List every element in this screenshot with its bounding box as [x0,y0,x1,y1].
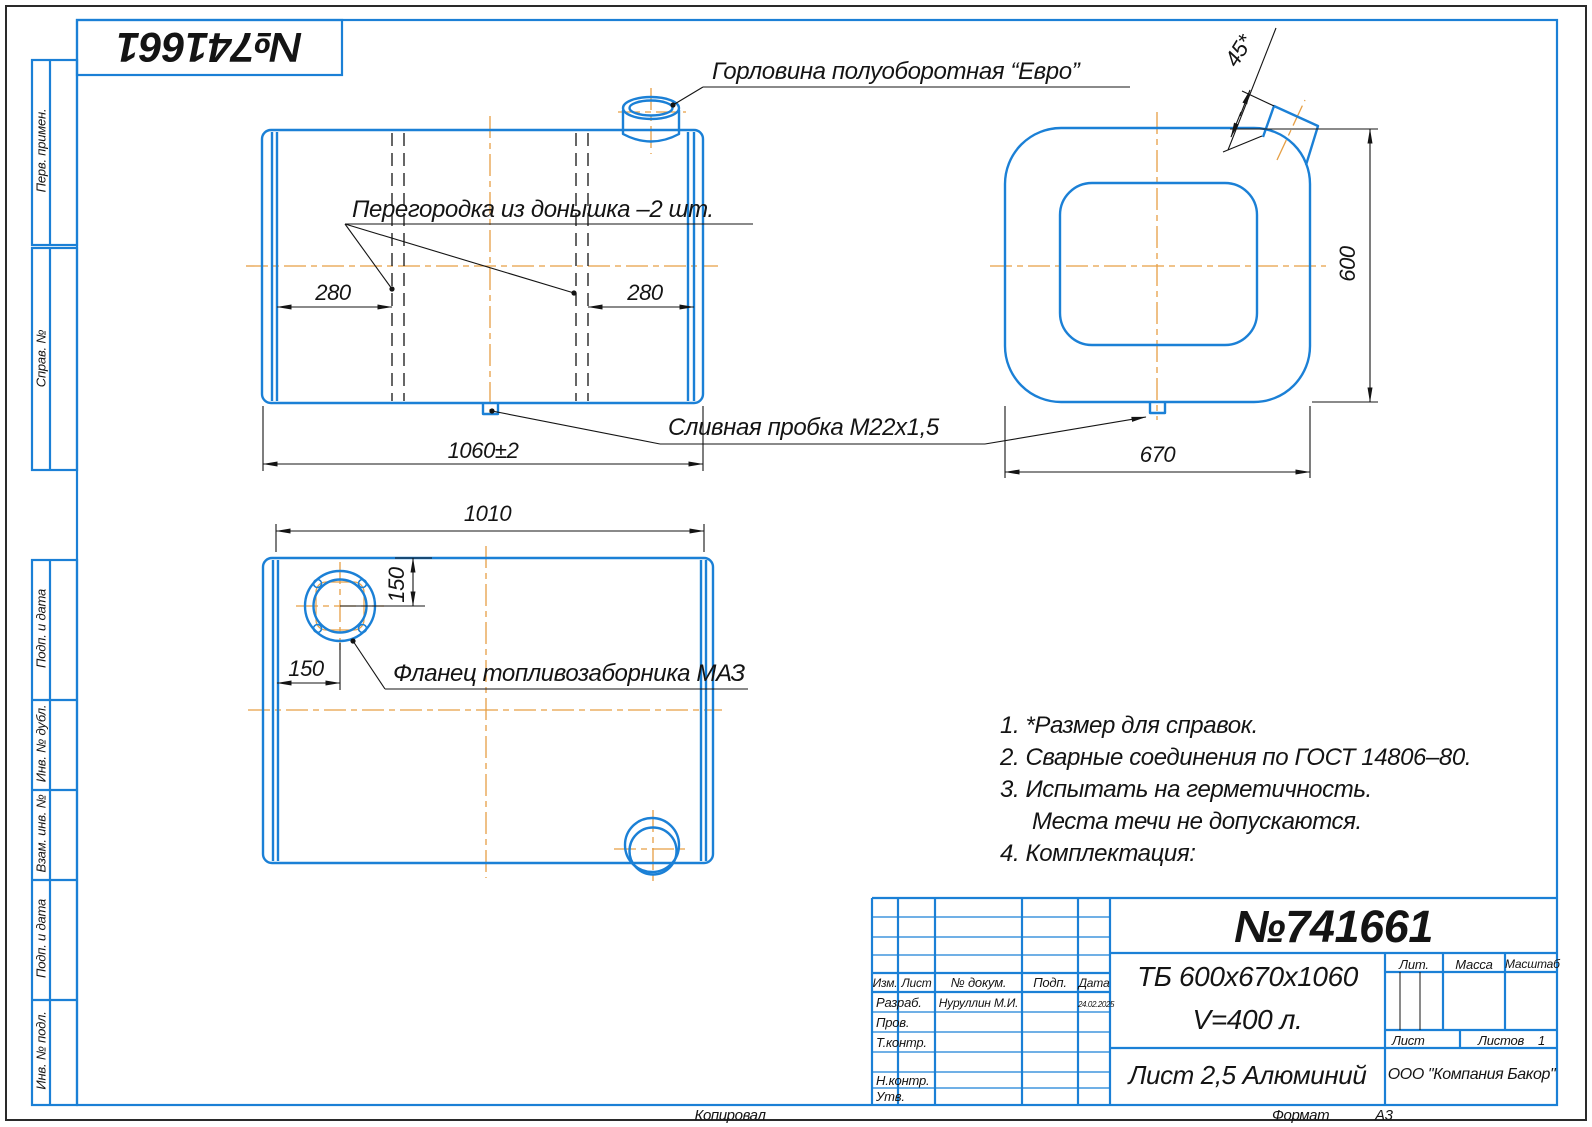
label-sheet: Лист [1392,1033,1425,1048]
label-format: Формат [1272,1107,1330,1124]
label-mass: Масса [1455,957,1493,972]
note-1: 1. *Размер для справок. [1000,712,1258,739]
value-format: А3 [1375,1107,1393,1124]
margin-label-perv-primen: Перв. примен. [33,108,49,193]
lit-cell-dividers [1400,972,1420,1030]
dim-600: 600 [1335,246,1360,282]
titleblock-material: Лист 2,5 Алюминий [1128,1060,1367,1090]
dim-150-horizontal: 150 [288,656,324,681]
dim-150-vertical: 150 [384,567,409,603]
col-data: Дата [1078,976,1110,990]
label-kopiroval: Копировал [694,1107,766,1124]
titleblock-doc-number: №741661 [1234,901,1433,952]
titleblock-volume: V=400 л. [1192,1004,1303,1035]
col-podp: Подп. [1033,975,1067,990]
annotation-filler-neck: Горловина полуоборотная “Евро” [712,58,1080,85]
top-stamp-number: №741661 [116,24,303,71]
note-3: 3. Испытать на герметичность. [1000,776,1372,803]
dim-1060: 1060±2 [447,438,519,463]
row-razrab-name: Нуруллин М.И. [938,996,1019,1010]
row-nkontr: Н.контр. [876,1073,930,1088]
col-dokum: № докум. [950,975,1007,990]
margin-label-inv-podl: Инв. № подл. [33,1011,49,1090]
dim-280-left: 280 [315,280,351,305]
titleblock-company: ООО "Компания Бакор" [1387,1066,1556,1083]
dim-45-deg: 45* [1219,30,1258,71]
margin-label-podp-data-2: Подп. и дата [33,899,49,978]
dim-670: 670 [1139,442,1176,467]
note-4: 4. Комплектация: [1000,840,1196,867]
col-list: Лист [901,976,932,990]
row-utv: Утв. [876,1089,905,1104]
col-izm: Изм. [872,976,898,990]
value-sheets: 1 [1538,1033,1546,1048]
margin-label-vzam-inv: Взам. инв. № [33,794,49,873]
label-lit: Лит. [1399,957,1429,972]
dim-280-right: 280 [627,280,663,305]
row-tkontr: Т.контр. [876,1035,927,1050]
titleblock-designation: ТБ 600х670х1060 [1137,961,1358,992]
annotation-drain-plug: Сливная пробка М22х1,5 [668,414,939,441]
filler-neck-side [1263,106,1318,165]
dim-1010: 1010 [463,501,512,526]
note-3-cont: Места течи не допускаются. [1032,808,1362,835]
margin-label-sprav-no: Справ. № [33,329,49,388]
label-sheets: Листов [1478,1033,1525,1048]
label-scale: Масштаб [1505,957,1560,971]
annotation-partition: Перегородка из донышка –2 шт. [352,196,714,223]
note-2: 2. Сварные соединения по ГОСТ 14806–80. [1000,744,1472,771]
margin-label-podp-data-1: Подп. и дата [33,589,49,668]
margin-label-inv-dubl: Инв. № дубл. [33,704,49,783]
row-razrab-date: 24.02.2025 [1078,1000,1115,1009]
row-razrab: Разраб. [876,995,922,1010]
row-prov: Пров. [876,1015,910,1030]
annotation-flange: Фланец топливозаборника МАЗ [393,660,745,687]
